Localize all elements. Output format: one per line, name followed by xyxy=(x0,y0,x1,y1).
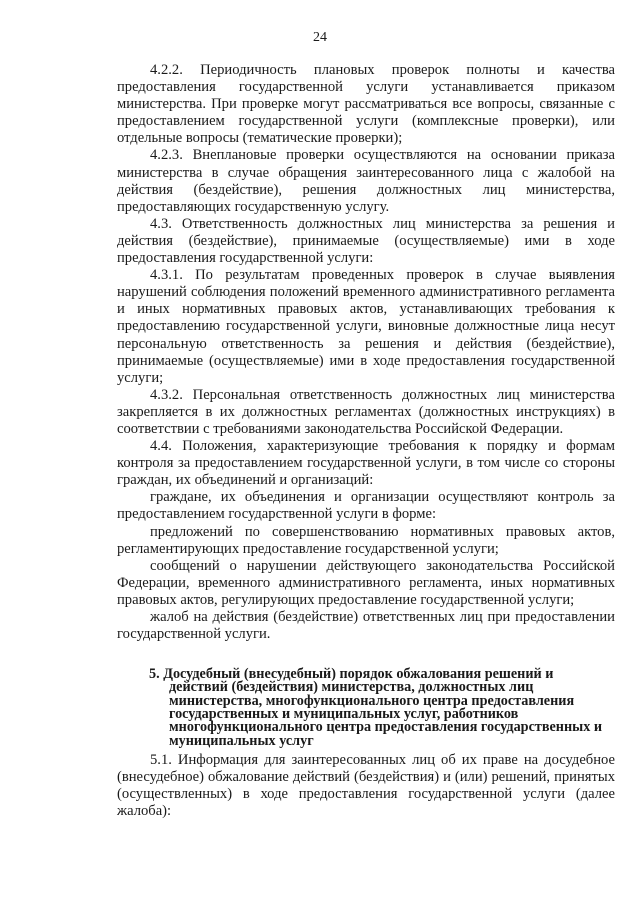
paragraph-4-2-2: 4.2.2. Периодичность плановых проверок полноты и качества предоставления государственной услуги устанавливается приказом министерства. При проверке могут рассматриваться все вопросы, связанные с предоставлением государственной услуги (комплексные проверки), или отдельные вопросы (тематические проверки); xyxy=(117,62,615,147)
paragraph-4-3-2: 4.3.2. Персональная ответственность должностных лиц министерства закрепляется в их должностных регламентах (должностных инструкциях) в соответствии с требованиями законодательства Российской Федерации. xyxy=(117,386,615,437)
paragraph-proposals: предложений по совершенствованию нормативных правовых актов, регламентирующих предоставление государственной услуги; xyxy=(117,523,615,557)
paragraph-4-3: 4.3. Ответственность должностных лиц министерства за решения и действия (бездействие), принимаемые (осуществляемые) ими в ходе предоставления государственной услуги: xyxy=(117,215,615,267)
paragraph-reports: сообщений о нарушении действующего законодательства Российской Федерации, временного административного регламента, иных нормативных правовых актов, регулирующих предоставление государственной услуги; xyxy=(117,557,615,608)
paragraph-control-form: граждане, их объединения и организации осуществляют контроль за предоставлением государственной услуги в форме: xyxy=(117,489,615,523)
document-body xyxy=(117,62,615,820)
paragraph-4-4: 4.4. Положения, характеризующие требования к порядку и формам контроля за предоставлением государственной услуги, в том числе со стороны граждан, их объединений и организаций: xyxy=(117,438,615,489)
paragraph-complaints: жалоб на действия (бездействие) ответственных лиц при предоставлении государственной услуги. xyxy=(117,609,615,643)
paragraph-5-1: 5.1. Информация для заинтересованных лиц об их праве на досудебное (внесудебное) обжалование действий (бездействия) и (или) решений, принятых (осуществленных) в ходе предоставления государственной услуги (далее жалоба): xyxy=(117,751,615,820)
section-5-heading: 5. Досудебный (внесудебный) порядок обжалования решений и действий (бездействия) министерства, должностных лиц министерства, многофункционального центра предоставления государственных и муниципальных услуг, работников многофункционального центра предоставления государственных и муниципальных услуг xyxy=(149,666,603,749)
paragraph-4-3-1: 4.3.1. По результатам проведенных проверок в случае выявления нарушений соблюдения положений временного административного регламента и иных нормативных правовых актов, устанавливающих требования к предоставлению государственной услуги, виновные должностные лица несут персональную ответственность за решения и действия (бездействие), принимаемые (осуществляемые) ими в ходе предоставления государственной услуги; xyxy=(117,267,615,386)
paragraph-4-2-3: 4.2.3. Внеплановые проверки осуществляются на основании приказа министерства в случае обращения заинтересованного лица с жалобой на действия (бездействие), решения должностных лиц министерства, предоставляющих государственную услугу. xyxy=(117,147,615,215)
page-number: 24 xyxy=(313,30,327,45)
